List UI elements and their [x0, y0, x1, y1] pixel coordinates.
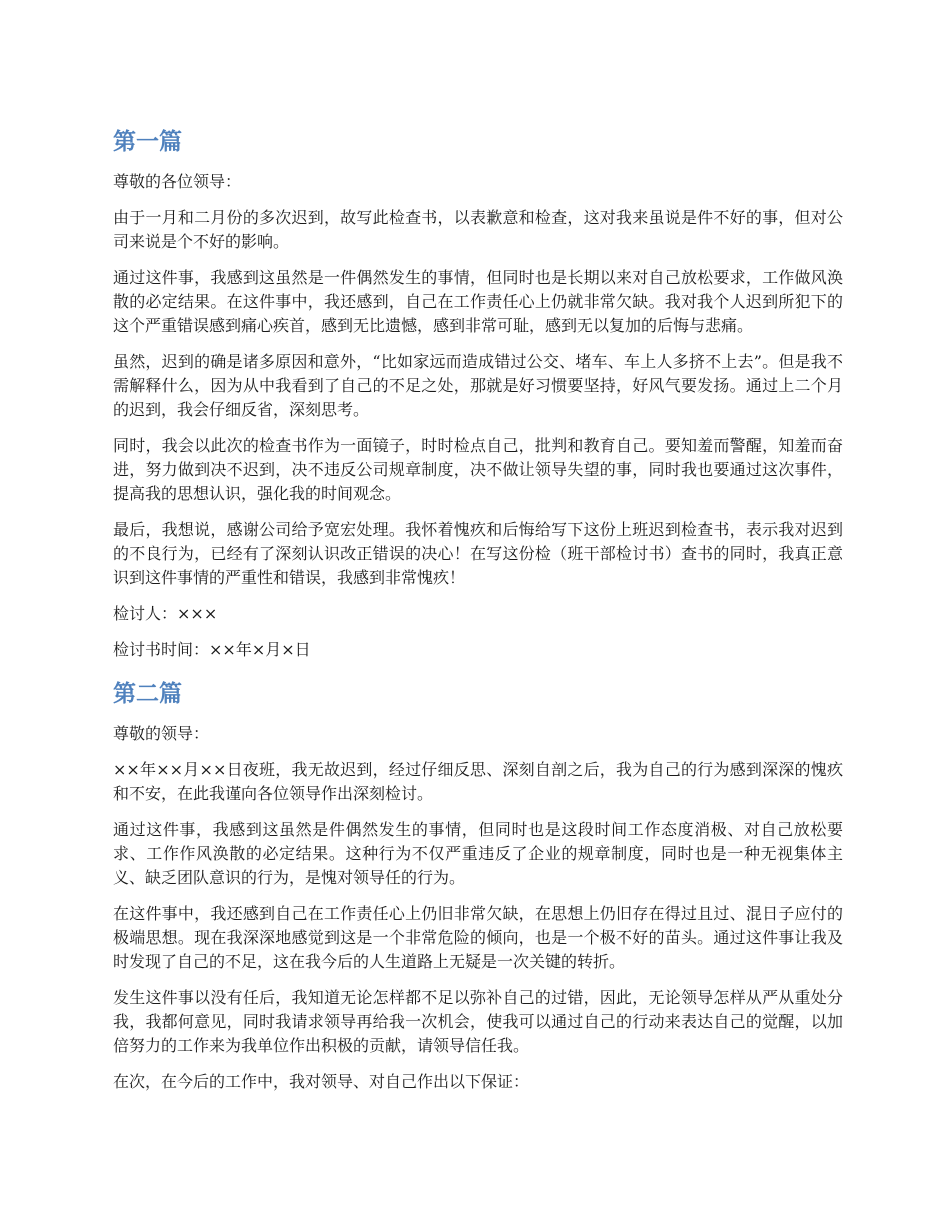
paragraph: ××年××月××日夜班，我无故迟到，经过仔细反思、深刻自剖之后，我为自己的行为感到深深的愧疚和不安，在此我谨向各位领导作出深刻检讨。	[113, 760, 843, 803]
paragraph: 虽然，迟到的确是诸多原因和意外，“比如家远而造成错过公交、堵车、车上人多挤不上去”。但是我不需解释什么，因为从中我看到了自己的不足之处，那就是好习惯要坚持，好风气要发扬。通过上二个月的迟到，我会仔细反省，深刻思考。	[113, 352, 843, 419]
paragraph: 发生这件事以没有任后，我知道无论怎样都不足以弥补自己的过错，因此，无论领导怎样从严从重处分我，我都何意见，同时我请求领导再给我一次机会，使我可以通过自己的行动来表达自己的觉醒，以加倍努力的工作来为我单位作出积极的贡献，请领导信任我。	[113, 988, 843, 1055]
salutation: 尊敬的各位领导：	[113, 172, 242, 191]
document-page	[113, 122, 843, 1106]
paragraph: 在次，在今后的工作中，我对领导、对自己作出以下保证：	[113, 1072, 530, 1091]
paragraph: 同时，我会以此次的检查书作为一面镜子，时时检点自己，批判和教育自己。要知羞而警醒，知羞而奋进，努力做到决不迟到，决不违反公司规章制度，决不做让领导失望的事，同时我也要通过这次事件，提高我的思想认识，强化我的时间观念。	[113, 436, 843, 503]
section-heading: 第二篇	[113, 681, 182, 707]
salutation: 尊敬的领导：	[113, 724, 210, 743]
signature-line: 检讨人：×××	[113, 604, 218, 623]
paragraph: 最后，我想说，感谢公司给予宽宏处理。我怀着愧疚和后悔给写下这份上班迟到检查书，表示我对迟到的不良行为，已经有了深刻认识改正错误的决心！在写这份检（班干部检讨书）查书的同时，我真正意识到这件事情的严重性和错误，我感到非常愧疚！	[113, 520, 843, 587]
paragraph: 通过这件事，我感到这虽然是一件偶然发生的事情，但同时也是长期以来对自己放松要求，工作做风涣散的必定结果。在这件事中，我还感到，自己在工作责任心上仍就非常欠缺。我对我个人迟到所犯下的这个严重错误感到痛心疾首，感到无比遗憾，感到非常可耻，感到无以复加的后悔与悲痛。	[113, 268, 843, 335]
section-heading: 第一篇	[113, 129, 182, 155]
section-2	[113, 674, 843, 1094]
paragraph: 通过这件事，我感到这虽然是件偶然发生的事情，但同时也是这段时间工作态度消极、对自己放松要求、工作作风涣散的必定结果。这种行为不仅严重违反了企业的规章制度，同时也是一种无视集体主义、缺乏团队意识的行为，是愧对领导任的行为。	[113, 820, 843, 887]
paragraph: 由于一月和二月份的多次迟到，故写此检查书，以表歉意和检查，这对我来虽说是件不好的事，但对公司来说是个不好的影响。	[113, 208, 843, 251]
date-line: 检讨书时间：××年×月×日	[113, 640, 311, 659]
section-1	[113, 122, 843, 662]
paragraph: 在这件事中，我还感到自己在工作责任心上仍旧非常欠缺，在思想上仍旧存在得过且过、混日子应付的极端思想。现在我深深地感觉到这是一个非常危险的倾向，也是一个极不好的苗头。通过这件事让我及时发现了自己的不足，这在我今后的人生道路上无疑是一次关键的转折。	[113, 904, 843, 971]
